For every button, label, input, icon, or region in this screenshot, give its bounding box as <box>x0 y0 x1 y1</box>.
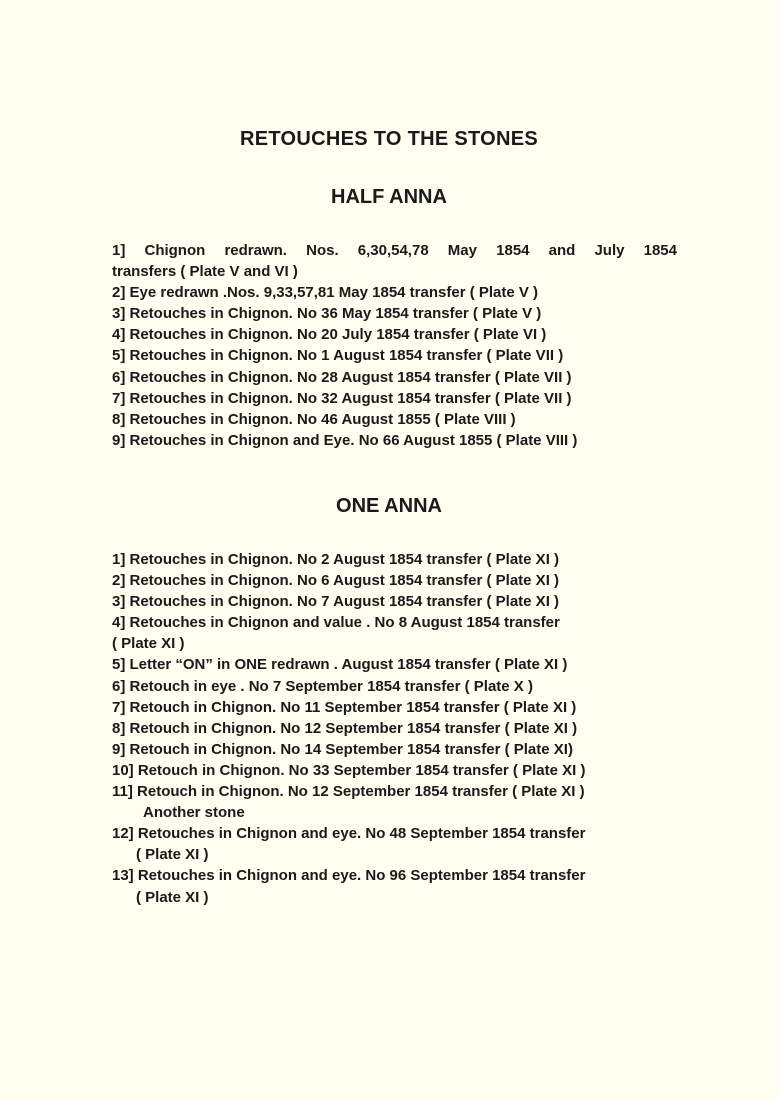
list-item: 2] Retouches in Chignon. No 6 August 1854 transfer ( Plate XI ) <box>112 572 560 590</box>
list-item: 7] Retouch in Chignon. No 11 September 1854 transfer ( Plate XI ) <box>112 698 577 716</box>
list-item: 13] Retouches in Chignon and eye. No 96 September 1854 transfer <box>112 867 586 885</box>
list-item: 4] Retouches in Chignon. No 20 July 1854 transfer ( Plate VI ) <box>112 326 547 344</box>
section-heading-half-anna: HALF ANNA <box>331 186 447 208</box>
list-item: 4] Retouches in Chignon and value . No 8 August 1854 transfer <box>112 614 560 632</box>
list-item: 5] Letter “ON” in ONE redrawn . August 1854 transfer ( Plate XI ) <box>112 656 568 674</box>
page-title: RETOUCHES TO THE STONES <box>239 128 539 150</box>
list-item: 9] Retouches in Chignon and Eye. No 66 August 1855 ( Plate VIII ) <box>112 431 578 449</box>
list-item: transfers ( Plate V and VI ) <box>112 263 298 281</box>
list-item: 9] Retouch in Chignon. No 14 September 1854 transfer ( Plate XI) <box>112 740 573 758</box>
list-item: 3] Retouches in Chignon. No 36 May 1854 transfer ( Plate V ) <box>112 305 542 323</box>
list-item: 1] Retouches in Chignon. No 2 August 1854 transfer ( Plate XI ) <box>112 551 560 568</box>
half-anna-retouch-list <box>112 240 712 451</box>
list-item: 7] Retouches in Chignon. No 32 August 1854 transfer ( Plate VII ) <box>112 389 572 407</box>
list-item: 5] Retouches in Chignon. No 1 August 1854 transfer ( Plate VII ) <box>112 347 564 365</box>
section-heading-one-anna: ONE ANNA <box>336 495 442 517</box>
list-item: 2] Eye redrawn .Nos. 9,33,57,81 May 1854 transfer ( Plate V ) <box>112 284 539 302</box>
list-item: 6] Retouch in eye . No 7 September 1854 transfer ( Plate X ) <box>112 677 533 695</box>
list-item: ( Plate XI ) <box>112 635 185 653</box>
list-item: 12] Retouches in Chignon and eye. No 48 September 1854 transfer <box>112 825 586 843</box>
list-item: 10] Retouch in Chignon. No 33 September 1854 transfer ( Plate XI ) <box>112 761 586 779</box>
list-item: 11] Retouch in Chignon. No 12 September 1854 transfer ( Plate XI ) <box>112 783 585 801</box>
list-item: 3] Retouches in Chignon. No 7 August 1854 transfer ( Plate XI ) <box>112 593 560 611</box>
list-item: ( Plate XI ) <box>136 888 209 906</box>
list-item: 6] Retouches in Chignon. No 28 August 1854 transfer ( Plate VII ) <box>112 368 572 386</box>
list-item: Another stone <box>143 804 245 822</box>
list-item: 1] Chignon redrawn. Nos. 6,30,54,78 May 1854 and July 1854 <box>112 242 677 259</box>
list-item: 8] Retouch in Chignon. No 12 September 1854 transfer ( Plate XI ) <box>112 719 578 737</box>
list-item: 8] Retouches in Chignon. No 46 August 1855 ( Plate VIII ) <box>112 410 516 428</box>
one-anna-retouch-list <box>112 549 712 908</box>
list-item: ( Plate XI ) <box>136 846 209 864</box>
